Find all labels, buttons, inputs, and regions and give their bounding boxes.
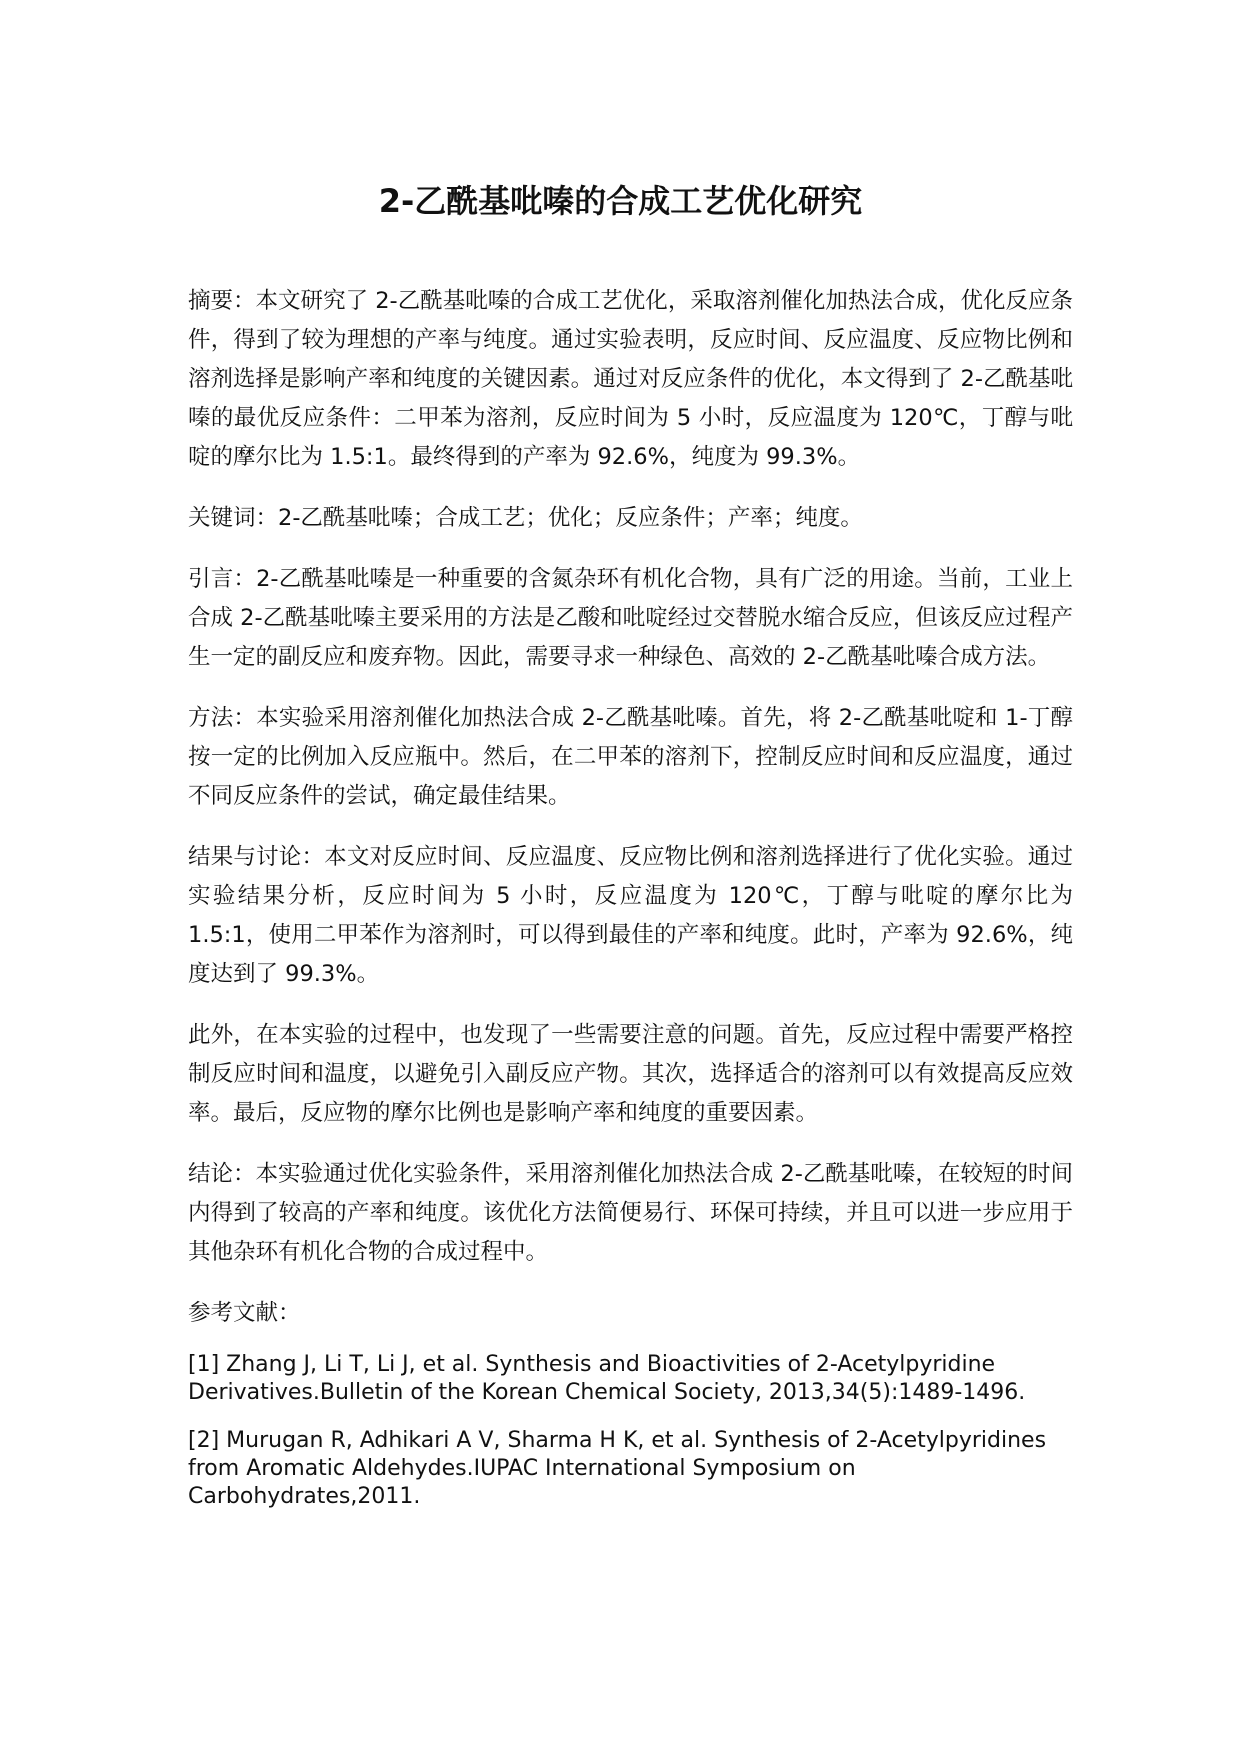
reference-item: [2] Murugan R, Adhikari A V, Sharma H K, et al. Synthesis of 2-Acetylpyridines from Aromatic Aldehydes.IUPAC International Symposium on Carbohydrates,2011. — [188, 1428, 1047, 1509]
keywords-paragraph: 关键词：2-乙酰基吡嗪；合成工艺；优化；反应条件；产率；纯度。 — [188, 505, 863, 531]
document-body — [188, 282, 1073, 1531]
method-paragraph: 方法：本实验采用溶剂催化加热法合成 2-乙酰基吡嗪。首先，将 2-乙酰基吡啶和 1-丁醇按一定的比例加入反应瓶中。然后，在二甲苯的溶剂下，控制反应时间和反应温度，通过不同反应条件的尝试，确定最佳结果。 — [188, 705, 1073, 809]
reference-item: [1] Zhang J, Li T, Li J, et al. Synthesis and Bioactivities of 2-Acetylpyridine Derivatives.Bulletin of the Korean Chemical Society, 2013,34(5):1489-1496. — [188, 1352, 1026, 1405]
introduction-paragraph: 引言：2-乙酰基吡嗪是一种重要的含氮杂环有机化合物，具有广泛的用途。当前，工业上合成 2-乙酰基吡嗪主要采用的方法是乙酸和吡啶经过交替脱水缩合反应，但该反应过程产生一定的副反应和废弃物。因此，需要寻求一种绿色、高效的 2-乙酰基吡嗪合成方法。 — [188, 566, 1073, 670]
conclusion-paragraph: 结论：本实验通过优化实验条件，采用溶剂催化加热法合成 2-乙酰基吡嗪，在较短的时间内得到了较高的产率和纯度。该优化方法简便易行、环保可持续，并且可以进一步应用于其他杂环有机化合物的合成过程中。 — [188, 1161, 1073, 1265]
results-paragraph: 结果与讨论：本文对反应时间、反应温度、反应物比例和溶剂选择进行了优化实验。通过实验结果分析，反应时间为 5 小时，反应温度为 120℃，丁醇与吡啶的摩尔比为 1.5:1，使用二甲苯作为溶剂时，可以得到最佳的产率和纯度。此时，产率为 92.6%，纯度达到了 99.3%。 — [188, 844, 1073, 987]
notes-paragraph: 此外，在本实验的过程中，也发现了一些需要注意的问题。首先，反应过程中需要严格控制反应时间和温度，以避免引入副反应产物。其次，选择适合的溶剂可以有效提高反应效率。最后，反应物的摩尔比例也是影响产率和纯度的重要因素。 — [188, 1022, 1073, 1126]
document-title: 2-乙酰基吡嗪的合成工艺优化研究 — [378, 182, 863, 220]
references-heading: 参考文献： — [188, 1300, 301, 1326]
abstract-paragraph: 摘要：本文研究了 2-乙酰基吡嗪的合成工艺优化，采取溶剂催化加热法合成，优化反应条件，得到了较为理想的产率与纯度。通过实验表明，反应时间、反应温度、反应物比例和溶剂选择是影响产率和纯度的关键因素。通过对反应条件的优化，本文得到了 2-乙酰基吡嗪的最优反应条件：二甲苯为溶剂，反应时间为 5 小时，反应温度为 120℃，丁醇与吡啶的摩尔比为 1.5:1。最终得到的产率为 92.6%，纯度为 99.3%。 — [188, 288, 1073, 470]
